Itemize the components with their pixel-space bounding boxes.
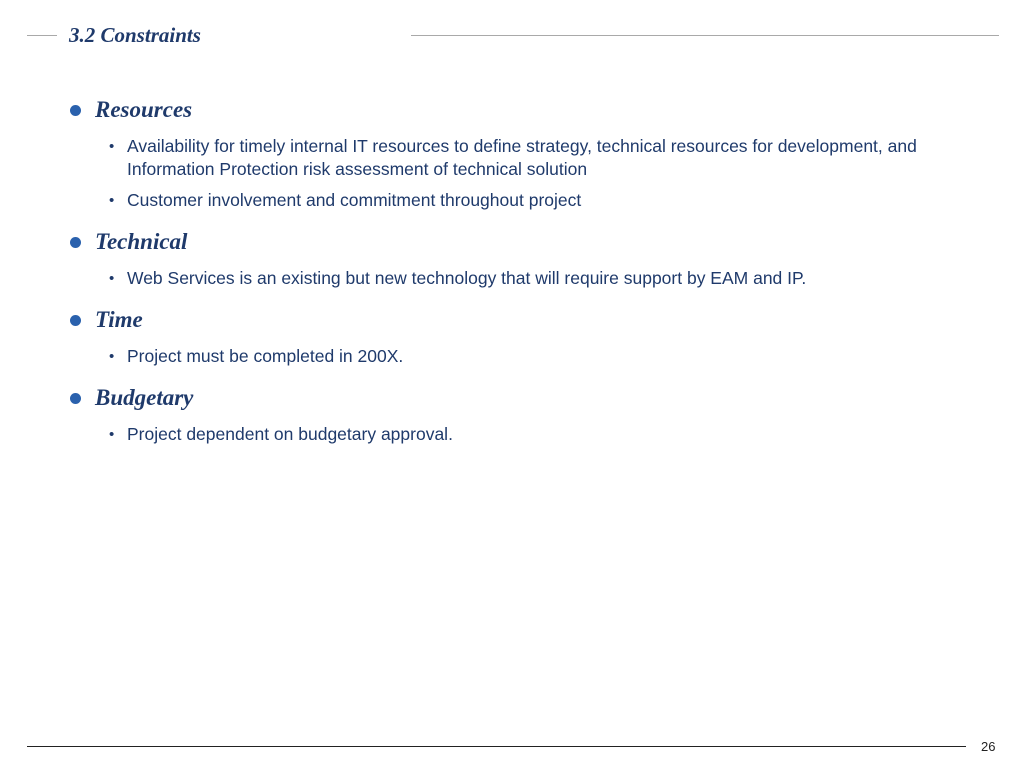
section-heading	[68, 381, 968, 415]
section-heading	[68, 225, 968, 259]
bullet-dot-icon	[70, 237, 81, 248]
bullet-icon: •	[109, 426, 115, 443]
list-item-text: Customer involvement and commitment throughout project	[127, 190, 582, 210]
list-item	[68, 423, 968, 446]
list-item	[68, 267, 968, 290]
section-time	[68, 303, 968, 368]
section-title: Resources	[95, 97, 193, 122]
section-title: Technical	[95, 229, 188, 254]
list-item-text: Project must be completed in 200X.	[127, 346, 404, 366]
bullet-icon: •	[109, 192, 115, 209]
bullet-icon: •	[109, 138, 115, 155]
page-title: 3.2 Constraints	[69, 23, 201, 47]
section-title: Time	[95, 307, 143, 332]
section-items	[68, 135, 968, 212]
header-rule-right	[411, 35, 999, 36]
section-heading	[68, 93, 968, 127]
constraints-list	[68, 93, 968, 459]
footer-rule	[27, 746, 966, 747]
section-items	[68, 423, 968, 446]
section-items	[68, 345, 968, 368]
header-rule-left	[27, 35, 57, 36]
section-budgetary	[68, 381, 968, 446]
list-item	[68, 189, 968, 212]
bullet-icon: •	[109, 348, 115, 365]
section-items	[68, 267, 968, 290]
bullet-dot-icon	[70, 393, 81, 404]
bullet-dot-icon	[70, 105, 81, 116]
list-item	[68, 345, 968, 368]
list-item-text: Web Services is an existing but new technology that will require support by EAM and IP.	[127, 268, 807, 288]
section-title: Budgetary	[95, 385, 194, 410]
section-technical	[68, 225, 968, 290]
bullet-icon: •	[109, 270, 115, 287]
page-number: 26	[981, 739, 996, 754]
list-item-text: Availability for timely internal IT resources to define strategy, technical resources for development, and Information Protection risk assessment of technical solution	[127, 136, 917, 179]
section-resources	[68, 93, 968, 212]
section-heading	[68, 303, 968, 337]
list-item	[68, 135, 968, 181]
bullet-dot-icon	[70, 315, 81, 326]
list-item-text: Project dependent on budgetary approval.	[127, 424, 453, 444]
